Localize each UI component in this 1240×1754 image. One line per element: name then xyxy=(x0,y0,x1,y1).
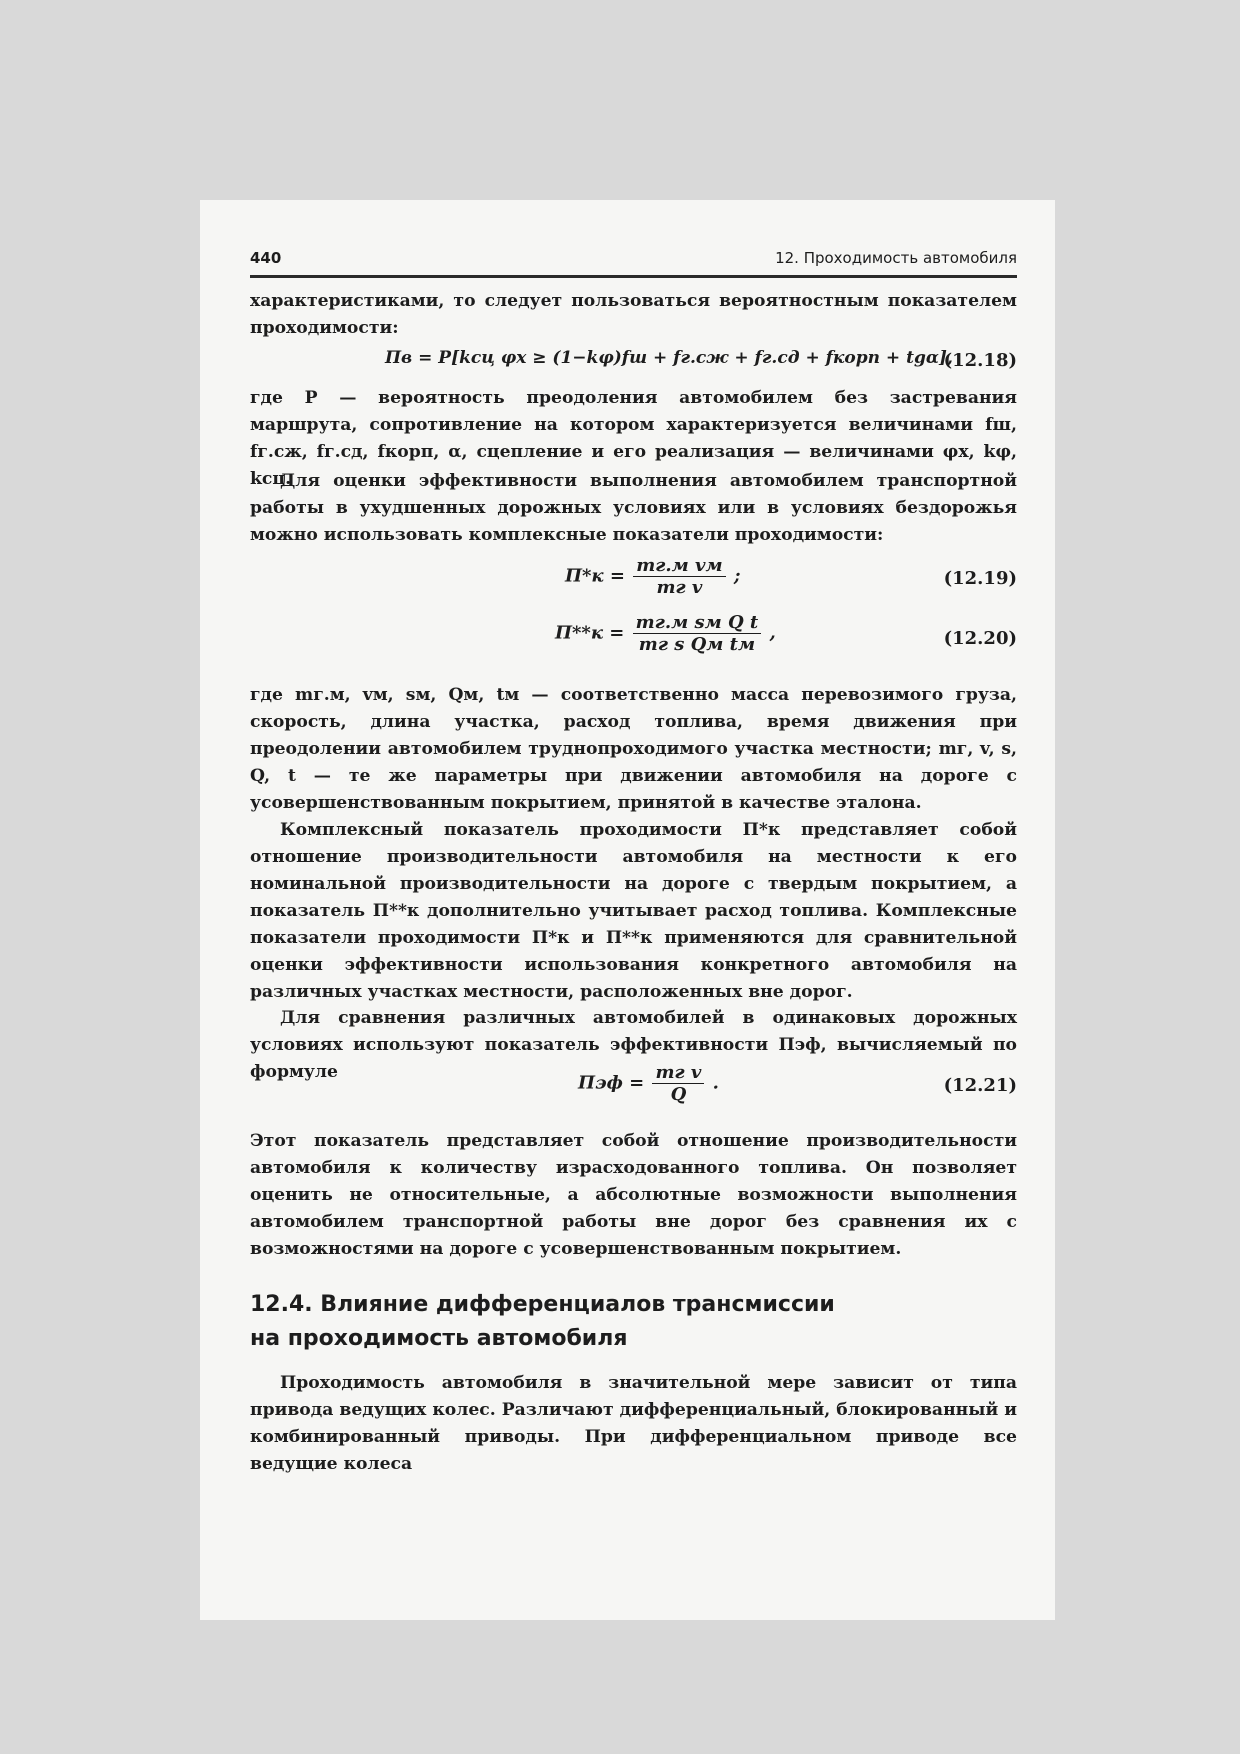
running-header xyxy=(250,247,1017,278)
section-heading-line-1: 12.4. Влияние дифференциалов трансмиссии xyxy=(250,1292,835,1317)
formula-12-19-denominator: mг v xyxy=(656,577,703,598)
paragraph-8: Проходимость автомобиля в значительной мере зависит от типа привода ведущих колес. Различают дифференциальный, блокированный и комбинированный приводы. При дифференциальном приводе все ведущие колеса xyxy=(250,1373,1017,1474)
formula-12-19-numerator: mг.м vм xyxy=(633,555,725,577)
formula-12-19-fraction xyxy=(633,555,725,598)
formula-12-20-denominator: mг s Qм tм xyxy=(638,634,756,655)
formula-12-21-numerator: mг v xyxy=(652,1062,704,1084)
equation-number-12-21: (12.21) xyxy=(943,1075,1017,1096)
section-heading-line-2: на проходимость автомобиля xyxy=(250,1326,628,1351)
chapter-title: 12. Проходимость автомобиля xyxy=(775,249,1017,267)
paragraph-3: Для оценки эффективности выполнения автомобилем транспортной работы в ухудшенных дорожных условиях или в условиях бездорожья можно использовать комплексные показатели проходимости: xyxy=(250,471,1017,545)
paragraph-7: Этот показатель представляет собой отношение производительности автомобиля к количеству израсходованного топлива. Он позволяет оценить не относительные, а абсолютные возможности выполнения автомобилем транспортной работы вне дорог без сравнения их с возможностями на дороге с усовершенствованным покрытием. xyxy=(250,1131,1017,1259)
equation-number-12-20: (12.20) xyxy=(943,628,1017,649)
paragraph-4: где mг.м, vм, sм, Qм, tм — соответственно масса перевозимого груза, скорость, длина участка, расход топлива, время движения при преодолении автомобилем труднопроходимого участка местности; mг, v, s, Q, t — те же параметры при движении автомобиля на дороге с усовершенствованным покрытием, принятой в качестве эталона. xyxy=(250,685,1017,813)
formula-12-19 xyxy=(565,555,741,598)
equation-number-12-18: (12.18) xyxy=(943,350,1017,371)
paragraph-5: Комплексный показатель проходимости П*к представляет собой отношение производительности автомобиля на местности к его номинальной производительности на дороге с твердым покрытием, а показатель П**к дополнительно учитывает расход топлива. Комплексные показатели проходимости П*к и П**к применяются для сравнительной оценки эффективности использования конкретного автомобиля на различных участках местности, расположенных вне дорог. xyxy=(250,820,1017,1002)
formula-12-21 xyxy=(578,1062,719,1105)
formula-12-20 xyxy=(555,612,776,655)
page-number: 440 xyxy=(250,249,282,267)
formula-12-18: Пв = P[kсц φx ≥ (1−kφ)fш + fг.сж + fг.сд + fкорп + tgα], xyxy=(385,348,953,368)
formula-12-21-fraction xyxy=(652,1062,704,1105)
formula-12-19-tail: ; xyxy=(733,565,741,587)
formula-12-20-tail: , xyxy=(769,622,776,644)
equation-number-12-19: (12.19) xyxy=(943,568,1017,589)
paragraph-6: Для сравнения различных автомобилей в одинаковых дорожных условиях используют показатель эффективности Пэф, вычисляемый по формуле xyxy=(250,1008,1017,1082)
section-heading xyxy=(250,1288,1017,1356)
formula-12-19-lhs: П*к = xyxy=(565,565,625,587)
formula-12-20-fraction xyxy=(633,612,762,655)
paragraph-1: характеристиками, то следует пользоваться вероятностным показателем проходимости: xyxy=(250,291,1017,338)
paragraph-2: где P — вероятность преодоления автомобилем без застревания маршрута, сопротивление на котором характеризуется величинами fш, fг.сж, fг.сд, fкорп, α, сцепление и его реализация — величинами φx, kφ, kсц. xyxy=(250,388,1017,489)
formula-12-21-denominator: Q xyxy=(670,1084,687,1105)
formula-12-21-lhs: Пэф = xyxy=(578,1072,645,1094)
formula-12-20-numerator: mг.м sм Q t xyxy=(633,612,762,634)
formula-12-20-lhs: П**к = xyxy=(555,622,625,644)
formula-12-21-tail: . xyxy=(712,1072,719,1094)
